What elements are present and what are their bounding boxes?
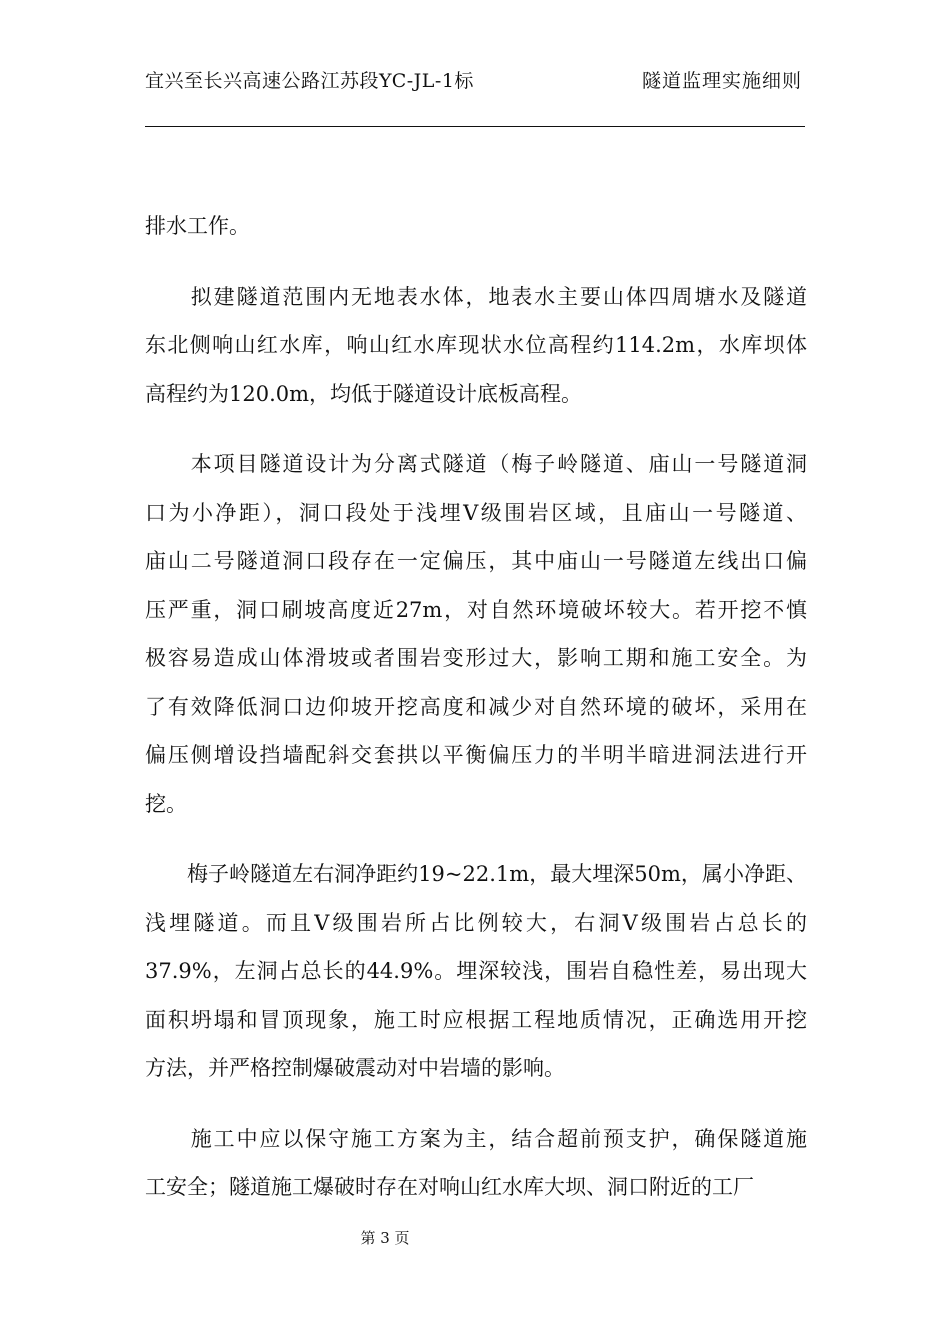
text-line: 口为小净距），洞口段处于浅埋Ⅴ级围岩区域，且庙山一号隧道、 bbox=[145, 500, 807, 525]
header-divider bbox=[145, 126, 805, 127]
paragraph bbox=[145, 273, 807, 419]
text-line: 施工中应以保守施工方案为主，结合超前预支护，确保隧道施 bbox=[145, 1126, 807, 1151]
text-line: 庙山二号隧道洞口段存在一定偏压，其中庙山一号隧道左线出口偏 bbox=[145, 549, 807, 573]
text-line: 工安全；隧道施工爆破时存在对响山红水库大坝、洞口附近的工厂 bbox=[145, 1175, 754, 1199]
text-line: 拟建隧道范围内无地表水体，地表水主要山体四周塘水及隧道 bbox=[145, 284, 807, 309]
text-line: 压严重，洞口刷坡高度近27m，对自然环境破坏较大。若开挖不慎 bbox=[145, 597, 807, 622]
body-text bbox=[145, 202, 807, 1234]
text-line: 面积坍塌和冒顶现象，施工时应根据工程地质情况，正确选用开挖 bbox=[145, 1007, 807, 1032]
text-line: 极容易造成山体滑坡或者围岩变形过大，影响工期和施工安全。为 bbox=[145, 646, 807, 670]
text-line: 浅埋隧道。而且Ⅴ级围岩所占比例较大，右洞Ⅴ级围岩占总长的 bbox=[145, 910, 807, 935]
text-line: 本项目隧道设计为分离式隧道（梅子岭隧道、庙山一号隧道洞 bbox=[145, 452, 807, 476]
text-line: 梅子岭隧道左右洞净距约19~22.1m，最大埋深50m，属小净距、 bbox=[145, 862, 807, 886]
text-line: 37.9%，左洞占总长的44.9%。埋深较浅，围岩自稳性差，易出现大 bbox=[145, 959, 807, 983]
text-line: 了有效降低洞口边仰坡开挖高度和减少对自然环境的破坏，采用在 bbox=[145, 694, 807, 719]
text-line: 东北侧响山红水库，响山红水库现状水位高程约114.2m，水库坝体 bbox=[145, 333, 807, 357]
paragraph bbox=[145, 1115, 807, 1212]
text-line: 排水工作。 bbox=[145, 214, 250, 238]
page-number: 第 3 页 bbox=[360, 1229, 410, 1247]
text-line: 方法，并严格控制爆破震动对中岩墙的影响。 bbox=[145, 1056, 565, 1080]
text-line: 挖。 bbox=[145, 791, 187, 816]
header-document-title: 隧道监理实施细则 bbox=[641, 70, 802, 92]
paragraph bbox=[145, 202, 807, 251]
text-line: 高程约为120.0m，均低于隧道设计底板高程。 bbox=[145, 381, 583, 406]
header-project-title: 宜兴至长兴高速公路江苏段YC-JL-1标 bbox=[145, 70, 474, 92]
paragraph bbox=[145, 440, 807, 828]
text-line: 偏压侧增设挡墙配斜交套拱以平衡偏压力的半明半暗进洞法进行开 bbox=[145, 743, 807, 767]
paragraph bbox=[145, 850, 807, 1093]
